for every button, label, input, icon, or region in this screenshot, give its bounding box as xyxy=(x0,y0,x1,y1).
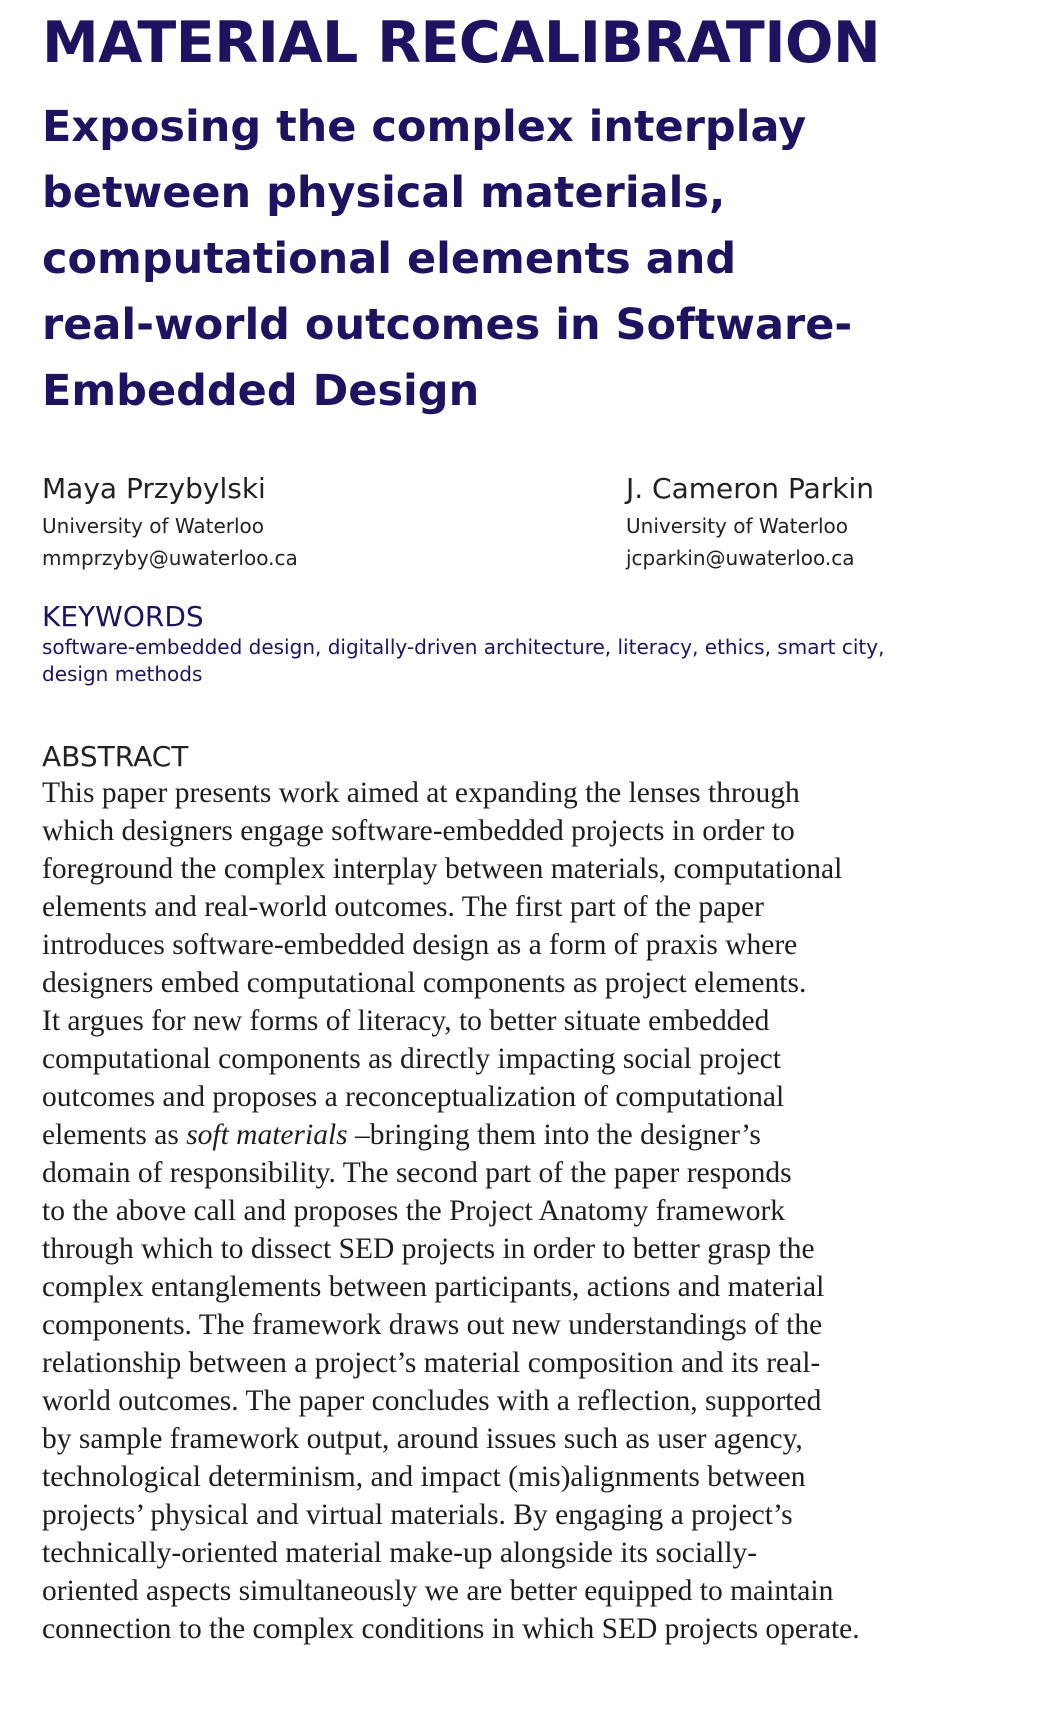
abstract-text: –bringing them into the designer’s xyxy=(347,1119,761,1151)
abstract-line: It argues for new forms of literacy, to better situate embedded xyxy=(42,1005,770,1037)
author-name: J. Cameron Parkin xyxy=(626,472,874,505)
abstract-heading: ABSTRACT xyxy=(42,740,189,773)
abstract-line: foreground the complex interplay between materials, computational xyxy=(42,853,843,885)
subtitle-line: Exposing the complex interplay xyxy=(42,102,807,152)
keywords-line: software-embedded design, digitally-driven architecture, literacy, ethics, smart city, xyxy=(42,635,885,659)
abstract-line: introduces software-embedded design as a form of praxis where xyxy=(42,929,798,961)
subtitle-line: between physical materials, xyxy=(42,168,726,218)
paper-page xyxy=(42,10,1022,1648)
abstract-line: connection to the complex conditions in which SED projects operate. xyxy=(42,1613,860,1645)
author-2 xyxy=(626,472,874,574)
author-block xyxy=(42,472,1022,592)
abstract-line: elements and real-world outcomes. The first part of the paper xyxy=(42,891,764,923)
keywords-section xyxy=(42,600,1022,688)
keywords-list xyxy=(42,634,1022,688)
author-affiliation: University of Waterloo xyxy=(626,514,849,538)
abstract-line: This paper presents work aimed at expanding the lenses through xyxy=(42,777,800,809)
abstract-line: domain of responsibility. The second part of the paper responds xyxy=(42,1157,792,1189)
subtitle-line: computational elements and xyxy=(42,234,737,284)
keywords-line: design methods xyxy=(42,662,203,686)
author-email: mmprzyby@uwaterloo.ca xyxy=(42,546,298,570)
abstract-line xyxy=(42,1116,1032,1154)
subtitle-line: real-world outcomes in Software- xyxy=(42,300,853,350)
author-1 xyxy=(42,472,298,574)
abstract-line: complex entanglements between participants, actions and material xyxy=(42,1271,825,1303)
author-affiliation: University of Waterloo xyxy=(42,514,265,538)
abstract-line: world outcomes. The paper concludes with a reflection, supported xyxy=(42,1385,822,1417)
author-name: Maya Przybylski xyxy=(42,472,266,505)
abstract-line: oriented aspects simultaneously we are better equipped to maintain xyxy=(42,1575,834,1607)
subtitle-line: Embedded Design xyxy=(42,366,480,416)
paper-title: MATERIAL RECALIBRATION xyxy=(42,10,881,76)
abstract-line: to the above call and proposes the Project Anatomy framework xyxy=(42,1195,786,1227)
abstract-line: projects’ physical and virtual materials. By engaging a project’s xyxy=(42,1499,793,1531)
abstract-body xyxy=(42,774,1032,1648)
abstract-line: computational components as directly impacting social project xyxy=(42,1043,781,1075)
abstract-line: which designers engage software-embedded projects in order to xyxy=(42,815,795,847)
abstract-section xyxy=(42,740,1022,1648)
keywords-heading: KEYWORDS xyxy=(42,600,204,633)
abstract-line: components. The framework draws out new understandings of the xyxy=(42,1309,823,1341)
abstract-line: through which to dissect SED projects in order to better grasp the xyxy=(42,1233,815,1265)
abstract-italic-term: soft materials xyxy=(186,1119,348,1151)
paper-subtitle xyxy=(42,94,982,424)
abstract-line: outcomes and proposes a reconceptualization of computational xyxy=(42,1081,785,1113)
abstract-text: elements as xyxy=(42,1119,187,1151)
abstract-line: designers embed computational components as project elements. xyxy=(42,967,807,999)
abstract-line: technically-oriented material make-up alongside its socially- xyxy=(42,1537,758,1569)
author-email: jcparkin@uwaterloo.ca xyxy=(626,546,855,570)
abstract-line: relationship between a project’s material composition and its real- xyxy=(42,1347,821,1379)
abstract-line: by sample framework output, around issues such as user agency, xyxy=(42,1423,803,1455)
abstract-line: technological determinism, and impact (mis)alignments between xyxy=(42,1461,806,1493)
